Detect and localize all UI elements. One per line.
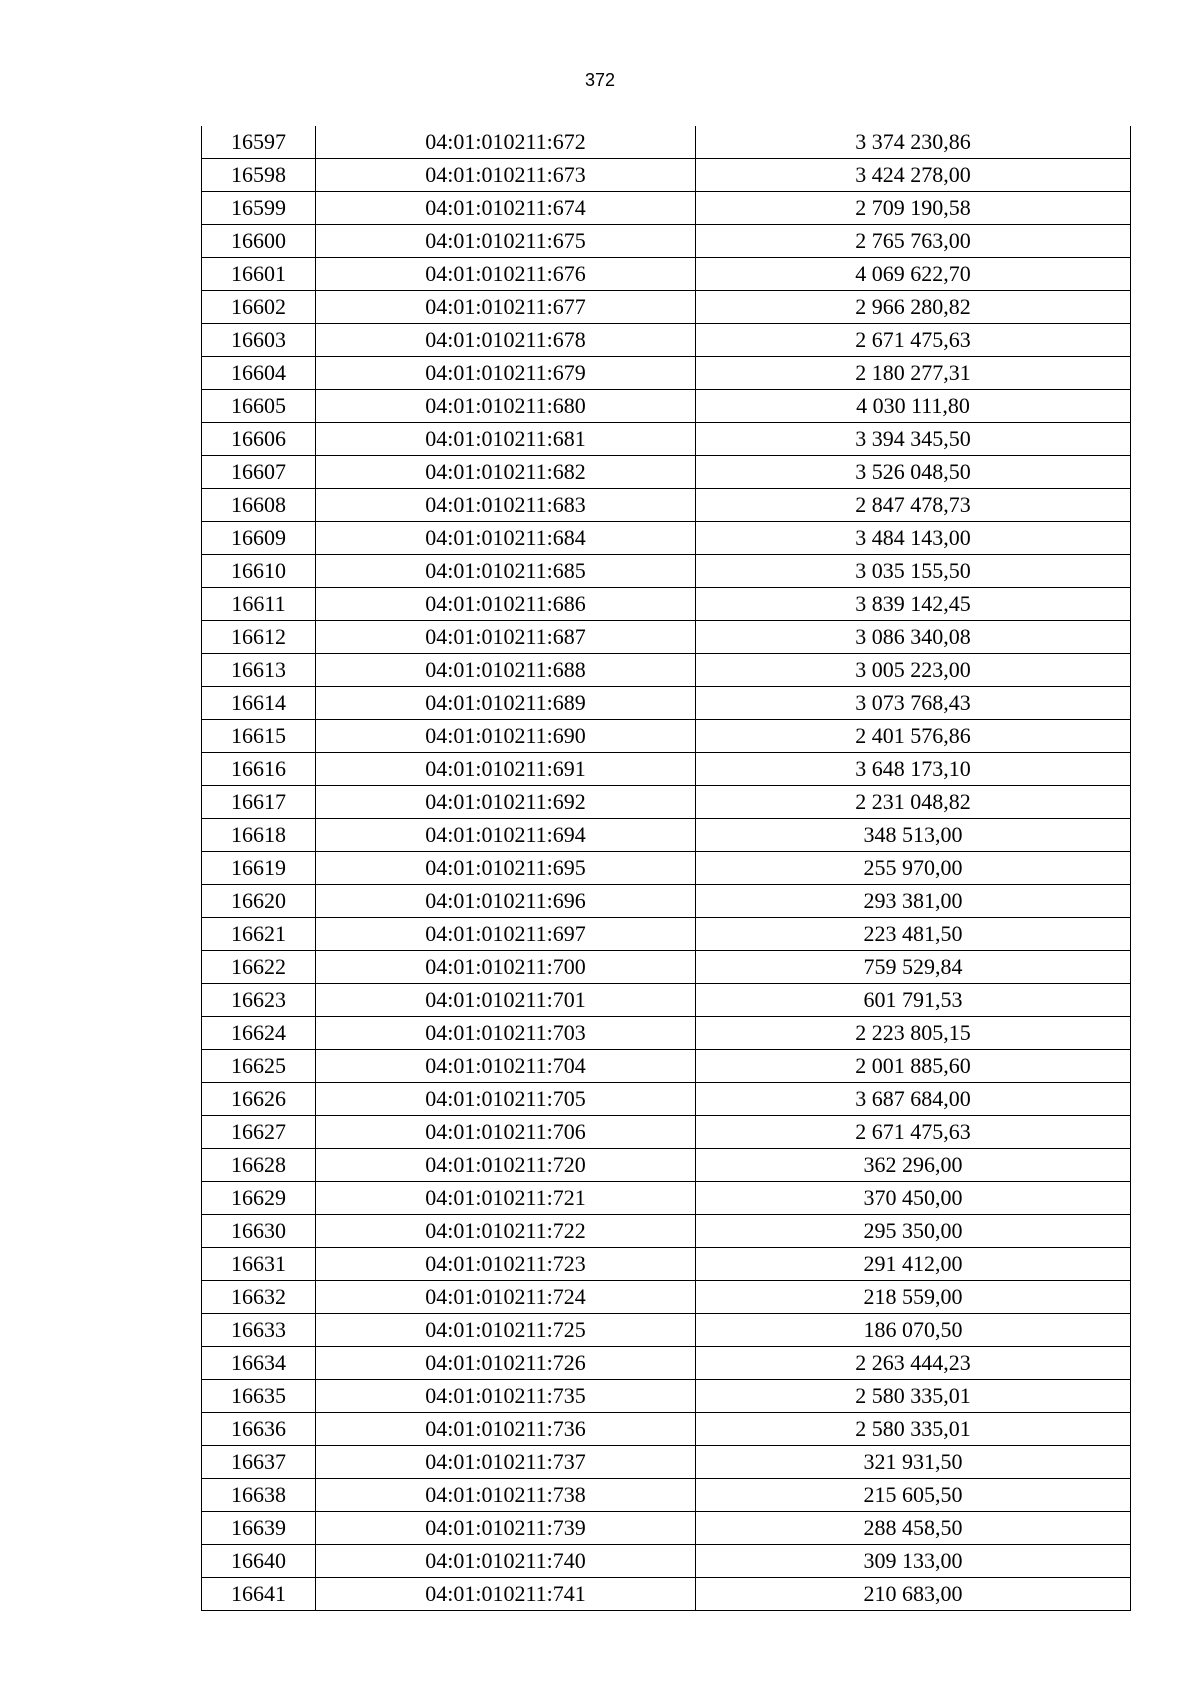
value-cell: 2 223 805,15 — [696, 1017, 1131, 1050]
row-number-cell: 16616 — [202, 753, 316, 786]
row-number-cell: 16605 — [202, 390, 316, 423]
cadastral-number-cell: 04:01:010211:675 — [316, 225, 696, 258]
value-cell: 293 381,00 — [696, 885, 1131, 918]
table-row — [202, 159, 1131, 192]
table-row — [202, 192, 1131, 225]
table-row — [202, 1578, 1131, 1611]
value-cell: 3 086 340,08 — [696, 621, 1131, 654]
row-number-cell: 16604 — [202, 357, 316, 390]
table-row — [202, 687, 1131, 720]
cadastral-number-cell: 04:01:010211:676 — [316, 258, 696, 291]
row-number-cell: 16610 — [202, 555, 316, 588]
table-row — [202, 1446, 1131, 1479]
table-row — [202, 522, 1131, 555]
value-cell: 2 001 885,60 — [696, 1050, 1131, 1083]
row-number-cell: 16620 — [202, 885, 316, 918]
row-number-cell: 16629 — [202, 1182, 316, 1215]
row-number-cell: 16625 — [202, 1050, 316, 1083]
table-row — [202, 1281, 1131, 1314]
cadastral-number-cell: 04:01:010211:682 — [316, 456, 696, 489]
cadastral-number-cell: 04:01:010211:739 — [316, 1512, 696, 1545]
value-cell: 4 069 622,70 — [696, 258, 1131, 291]
cadastral-number-cell: 04:01:010211:736 — [316, 1413, 696, 1446]
cadastral-number-cell: 04:01:010211:679 — [316, 357, 696, 390]
row-number-cell: 16608 — [202, 489, 316, 522]
row-number-cell: 16635 — [202, 1380, 316, 1413]
value-cell: 3 005 223,00 — [696, 654, 1131, 687]
row-number-cell: 16598 — [202, 159, 316, 192]
cadastral-number-cell: 04:01:010211:688 — [316, 654, 696, 687]
row-number-cell: 16602 — [202, 291, 316, 324]
row-number-cell: 16627 — [202, 1116, 316, 1149]
cadastral-value-table — [201, 126, 1131, 1611]
cadastral-number-cell: 04:01:010211:684 — [316, 522, 696, 555]
cadastral-number-cell: 04:01:010211:677 — [316, 291, 696, 324]
cadastral-number-cell: 04:01:010211:737 — [316, 1446, 696, 1479]
value-cell: 3 484 143,00 — [696, 522, 1131, 555]
cadastral-number-cell: 04:01:010211:674 — [316, 192, 696, 225]
cadastral-number-cell: 04:01:010211:722 — [316, 1215, 696, 1248]
row-number-cell: 16632 — [202, 1281, 316, 1314]
table-row — [202, 984, 1131, 1017]
cadastral-number-cell: 04:01:010211:721 — [316, 1182, 696, 1215]
value-cell: 309 133,00 — [696, 1545, 1131, 1578]
table-row — [202, 852, 1131, 885]
table-row — [202, 456, 1131, 489]
value-cell: 3 839 142,45 — [696, 588, 1131, 621]
table-row — [202, 654, 1131, 687]
value-cell: 3 687 684,00 — [696, 1083, 1131, 1116]
table-row — [202, 324, 1131, 357]
table-row — [202, 918, 1131, 951]
row-number-cell: 16601 — [202, 258, 316, 291]
value-cell: 3 526 048,50 — [696, 456, 1131, 489]
cadastral-number-cell: 04:01:010211:691 — [316, 753, 696, 786]
table-row — [202, 951, 1131, 984]
table-row — [202, 885, 1131, 918]
table-row — [202, 753, 1131, 786]
cadastral-number-cell: 04:01:010211:735 — [316, 1380, 696, 1413]
table-row — [202, 1017, 1131, 1050]
cadastral-number-cell: 04:01:010211:725 — [316, 1314, 696, 1347]
cadastral-number-cell: 04:01:010211:704 — [316, 1050, 696, 1083]
cadastral-number-cell: 04:01:010211:724 — [316, 1281, 696, 1314]
value-cell: 601 791,53 — [696, 984, 1131, 1017]
cadastral-number-cell: 04:01:010211:692 — [316, 786, 696, 819]
value-cell: 2 580 335,01 — [696, 1413, 1131, 1446]
row-number-cell: 16639 — [202, 1512, 316, 1545]
table-row — [202, 1248, 1131, 1281]
cadastral-number-cell: 04:01:010211:690 — [316, 720, 696, 753]
table-row — [202, 720, 1131, 753]
value-cell: 2 263 444,23 — [696, 1347, 1131, 1380]
cadastral-number-cell: 04:01:010211:680 — [316, 390, 696, 423]
table-row — [202, 786, 1131, 819]
cadastral-number-cell: 04:01:010211:683 — [316, 489, 696, 522]
table-row — [202, 1380, 1131, 1413]
value-cell: 2 231 048,82 — [696, 786, 1131, 819]
table-row — [202, 1314, 1131, 1347]
row-number-cell: 16607 — [202, 456, 316, 489]
table-row — [202, 258, 1131, 291]
cadastral-number-cell: 04:01:010211:672 — [316, 126, 696, 159]
table-row — [202, 390, 1131, 423]
table-row — [202, 423, 1131, 456]
row-number-cell: 16621 — [202, 918, 316, 951]
table-row — [202, 1215, 1131, 1248]
row-number-cell: 16640 — [202, 1545, 316, 1578]
row-number-cell: 16613 — [202, 654, 316, 687]
row-number-cell: 16633 — [202, 1314, 316, 1347]
value-cell: 210 683,00 — [696, 1578, 1131, 1611]
row-number-cell: 16609 — [202, 522, 316, 555]
row-number-cell: 16624 — [202, 1017, 316, 1050]
value-cell: 3 394 345,50 — [696, 423, 1131, 456]
row-number-cell: 16641 — [202, 1578, 316, 1611]
cadastral-number-cell: 04:01:010211:701 — [316, 984, 696, 1017]
value-cell: 2 765 763,00 — [696, 225, 1131, 258]
row-number-cell: 16606 — [202, 423, 316, 456]
cadastral-number-cell: 04:01:010211:681 — [316, 423, 696, 456]
cadastral-number-cell: 04:01:010211:726 — [316, 1347, 696, 1380]
row-number-cell: 16623 — [202, 984, 316, 1017]
table-row — [202, 1545, 1131, 1578]
value-cell: 2 847 478,73 — [696, 489, 1131, 522]
value-cell: 223 481,50 — [696, 918, 1131, 951]
cadastral-number-cell: 04:01:010211:723 — [316, 1248, 696, 1281]
cadastral-number-cell: 04:01:010211:694 — [316, 819, 696, 852]
table-row — [202, 1512, 1131, 1545]
cadastral-number-cell: 04:01:010211:705 — [316, 1083, 696, 1116]
table-row — [202, 489, 1131, 522]
cadastral-number-cell: 04:01:010211:697 — [316, 918, 696, 951]
cadastral-number-cell: 04:01:010211:673 — [316, 159, 696, 192]
row-number-cell: 16619 — [202, 852, 316, 885]
table-row — [202, 588, 1131, 621]
value-cell: 3 374 230,86 — [696, 126, 1131, 159]
row-number-cell: 16600 — [202, 225, 316, 258]
value-cell: 2 401 576,86 — [696, 720, 1131, 753]
cadastral-number-cell: 04:01:010211:720 — [316, 1149, 696, 1182]
value-cell: 288 458,50 — [696, 1512, 1131, 1545]
value-cell: 2 671 475,63 — [696, 1116, 1131, 1149]
row-number-cell: 16612 — [202, 621, 316, 654]
value-cell: 4 030 111,80 — [696, 390, 1131, 423]
cadastral-number-cell: 04:01:010211:687 — [316, 621, 696, 654]
row-number-cell: 16626 — [202, 1083, 316, 1116]
value-cell: 3 073 768,43 — [696, 687, 1131, 720]
value-cell: 362 296,00 — [696, 1149, 1131, 1182]
row-number-cell: 16628 — [202, 1149, 316, 1182]
value-cell: 3 648 173,10 — [696, 753, 1131, 786]
table-row — [202, 1479, 1131, 1512]
value-cell: 3 424 278,00 — [696, 159, 1131, 192]
row-number-cell: 16599 — [202, 192, 316, 225]
table-row — [202, 819, 1131, 852]
row-number-cell: 16611 — [202, 588, 316, 621]
row-number-cell: 16597 — [202, 126, 316, 159]
value-cell: 186 070,50 — [696, 1314, 1131, 1347]
value-cell: 2 180 277,31 — [696, 357, 1131, 390]
cadastral-number-cell: 04:01:010211:678 — [316, 324, 696, 357]
table-row — [202, 1347, 1131, 1380]
table-row — [202, 555, 1131, 588]
value-cell: 759 529,84 — [696, 951, 1131, 984]
cadastral-number-cell: 04:01:010211:685 — [316, 555, 696, 588]
value-cell: 215 605,50 — [696, 1479, 1131, 1512]
row-number-cell: 16637 — [202, 1446, 316, 1479]
cadastral-number-cell: 04:01:010211:686 — [316, 588, 696, 621]
cadastral-number-cell: 04:01:010211:738 — [316, 1479, 696, 1512]
cadastral-number-cell: 04:01:010211:695 — [316, 852, 696, 885]
cadastral-number-cell: 04:01:010211:706 — [316, 1116, 696, 1149]
value-cell: 2 709 190,58 — [696, 192, 1131, 225]
table-row — [202, 1413, 1131, 1446]
table-row — [202, 1116, 1131, 1149]
row-number-cell: 16603 — [202, 324, 316, 357]
value-cell: 370 450,00 — [696, 1182, 1131, 1215]
value-cell: 255 970,00 — [696, 852, 1131, 885]
row-number-cell: 16614 — [202, 687, 316, 720]
table-row — [202, 225, 1131, 258]
row-number-cell: 16638 — [202, 1479, 316, 1512]
row-number-cell: 16636 — [202, 1413, 316, 1446]
row-number-cell: 16617 — [202, 786, 316, 819]
table-row — [202, 126, 1131, 159]
cadastral-number-cell: 04:01:010211:696 — [316, 885, 696, 918]
table-row — [202, 1083, 1131, 1116]
table-row — [202, 1050, 1131, 1083]
row-number-cell: 16622 — [202, 951, 316, 984]
value-cell: 3 035 155,50 — [696, 555, 1131, 588]
value-cell: 348 513,00 — [696, 819, 1131, 852]
value-cell: 2 580 335,01 — [696, 1380, 1131, 1413]
table-row — [202, 1182, 1131, 1215]
row-number-cell: 16631 — [202, 1248, 316, 1281]
page-number: 372 — [584, 70, 616, 90]
table-row — [202, 357, 1131, 390]
row-number-cell: 16615 — [202, 720, 316, 753]
value-cell: 2 671 475,63 — [696, 324, 1131, 357]
cadastral-number-cell: 04:01:010211:740 — [316, 1545, 696, 1578]
row-number-cell: 16618 — [202, 819, 316, 852]
value-cell: 2 966 280,82 — [696, 291, 1131, 324]
value-cell: 295 350,00 — [696, 1215, 1131, 1248]
table-row — [202, 1149, 1131, 1182]
cadastral-number-cell: 04:01:010211:700 — [316, 951, 696, 984]
cadastral-number-cell: 04:01:010211:689 — [316, 687, 696, 720]
value-cell: 321 931,50 — [696, 1446, 1131, 1479]
value-cell: 291 412,00 — [696, 1248, 1131, 1281]
value-cell: 218 559,00 — [696, 1281, 1131, 1314]
row-number-cell: 16630 — [202, 1215, 316, 1248]
cadastral-number-cell: 04:01:010211:741 — [316, 1578, 696, 1611]
table-row — [202, 291, 1131, 324]
table-row — [202, 621, 1131, 654]
row-number-cell: 16634 — [202, 1347, 316, 1380]
table-body — [202, 126, 1131, 1611]
cadastral-number-cell: 04:01:010211:703 — [316, 1017, 696, 1050]
